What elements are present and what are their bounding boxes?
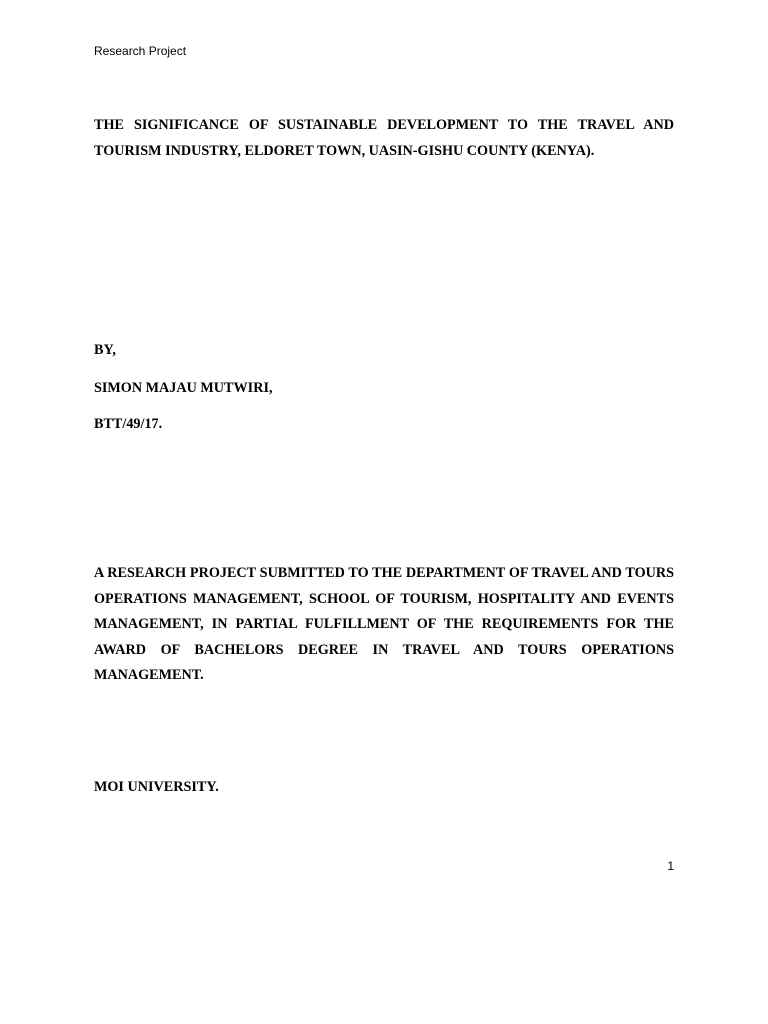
by-label: BY,: [94, 342, 116, 358]
author-name: SIMON MAJAU MUTWIRI,: [94, 380, 273, 396]
submission-statement: A RESEARCH PROJECT SUBMITTED TO THE DEPARTMENT OF TRAVEL AND TOURS OPERATIONS MANAGEMENT, SCHOOL OF TOURISM, HOSPITALITY AND EVENTS MANAGEMENT, IN PARTIAL FULFILLMENT OF THE REQUIREMENTS FOR THE AWARD OF BACHELORS DEGREE IN TRAVEL AND TOURS OPERATIONS MANAGEMENT.: [94, 565, 674, 683]
university-name: MOI UNIVERSITY.: [94, 779, 219, 795]
project-title: THE SIGNIFICANCE OF SUSTAINABLE DEVELOPMENT TO THE TRAVEL AND TOURISM INDUSTRY, ELDORET TOWN, UASIN-GISHU COUNTY (KENYA).: [94, 117, 674, 159]
running-header: Research Project: [94, 44, 187, 58]
registration-number: BTT/49/17.: [94, 416, 163, 432]
page-number: 1: [667, 859, 674, 873]
